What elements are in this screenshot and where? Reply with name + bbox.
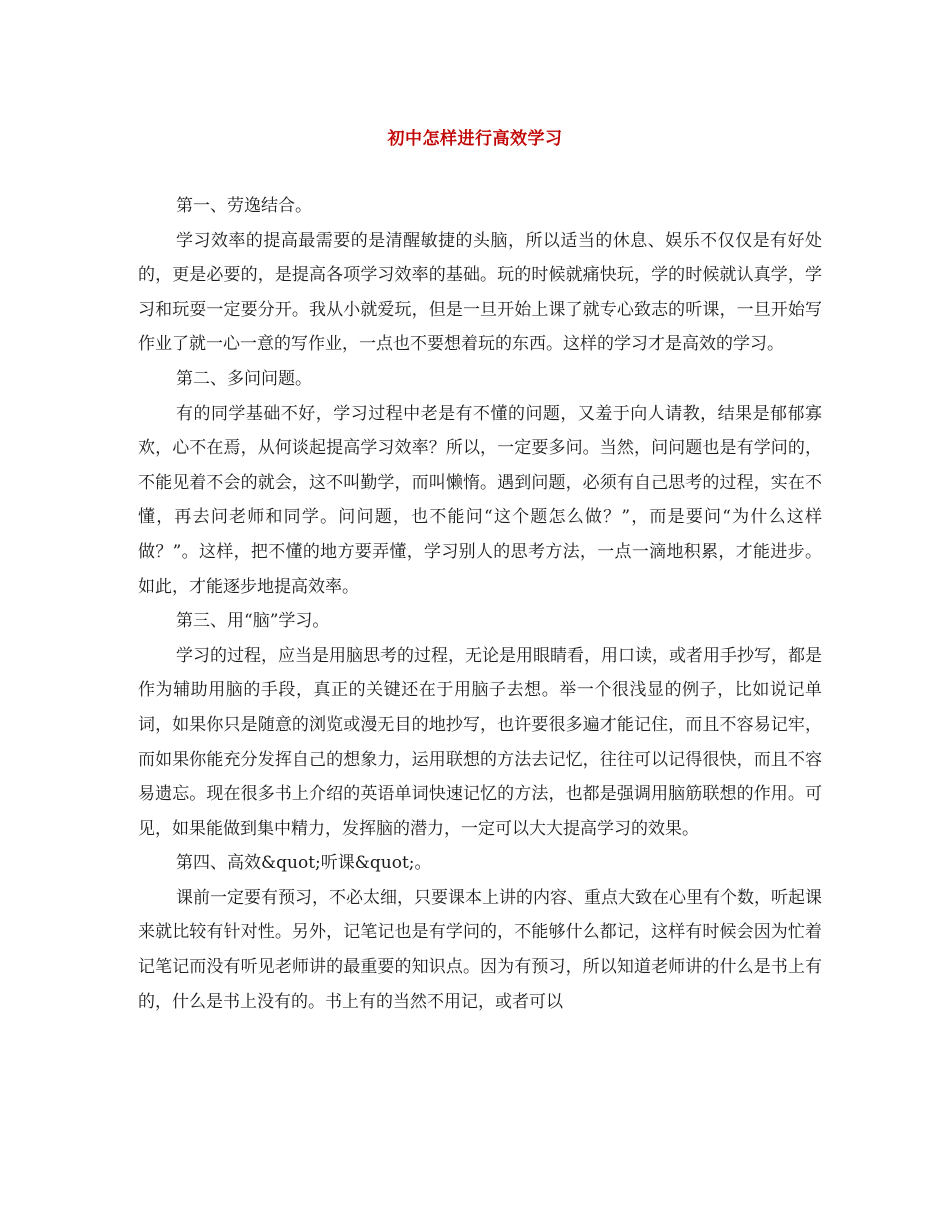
document-body (138, 189, 822, 1019)
paragraph-2: 有的同学基础不好，学习过程中老是有不懂的问题，又羞于向人请教，结果是郁郁寡欢，心不在焉，从何谈起提高学习效率？所以，一定要多问。当然，问问题也是有学问的，不能见着不会的就会，这不叫勤学，而叫懒惰。遇到问题，必须有自己思考的过程，实在不懂，再去问老师和同学。问问题，也不能问“这个题怎么做？”，而是要问“为什么这样做？”。这样，把不懂的地方要弄懂，学习别人的思考方法，一点一滴地积累，才能进步。如此，才能逐步地提高效率。 (138, 403, 822, 597)
section-heading-4: 第四、高效&quot;听课&quot;。 (176, 853, 432, 874)
paragraph-1: 学习效率的提高最需要的是清醒敏捷的头脑，所以适当的休息、娱乐不仅仅是有好处的，更是必要的，是提高各项学习效率的基础。玩的时候就痛快玩，学的时候就认真学，学习和玩耍一定要分开。我从小就爱玩，但是一旦开始上课了就专心致志的听课，一旦开始写作业了就一心一意的写作业，一点也不要想着玩的东西。这样的学习才是高效的学习。 (138, 230, 822, 355)
document-title: 初中怎样进行高效学习 (387, 129, 563, 149)
paragraph-4: 课前一定要有预习，不必太细，只要课本上讲的内容、重点大致在心里有个数，听起课来就比较有针对性。另外，记笔记也是有学问的，不能够什么都记，这样有时候会因为忙着记笔记而没有听见老师讲的最重要的知识点。因为有预习，所以知道老师讲的什么是书上有的，什么是书上没有的。书上有的当然不用记，或者可以 (138, 887, 822, 1012)
section-heading-3: 第三、用“脑”学习。 (176, 611, 330, 632)
section-heading-1: 第一、劳逸结合。 (176, 196, 312, 216)
paragraph-3: 学习的过程，应当是用脑思考的过程，无论是用眼睛看，用口读，或者用手抄写，都是作为辅助用脑的手段，真正的关键还在于用脑子去想。举一个很浅显的例子，比如说记单词，如果你只是随意的浏览或漫无目的地抄写，也许要很多遍才能记住，而且不容易记牢，而如果你能充分发挥自己的想象力，运用联想的方法去记忆，往往可以记得很快，而且不容易遗忘。现在很多书上介绍的英语单词快速记忆的方法，也都是强调用脑筋联想的作用。可见，如果能做到集中精力，发挥脑的潜力，一定可以大大提高学习的效果。 (138, 645, 822, 839)
section-heading-2: 第二、多问问题。 (176, 368, 312, 389)
